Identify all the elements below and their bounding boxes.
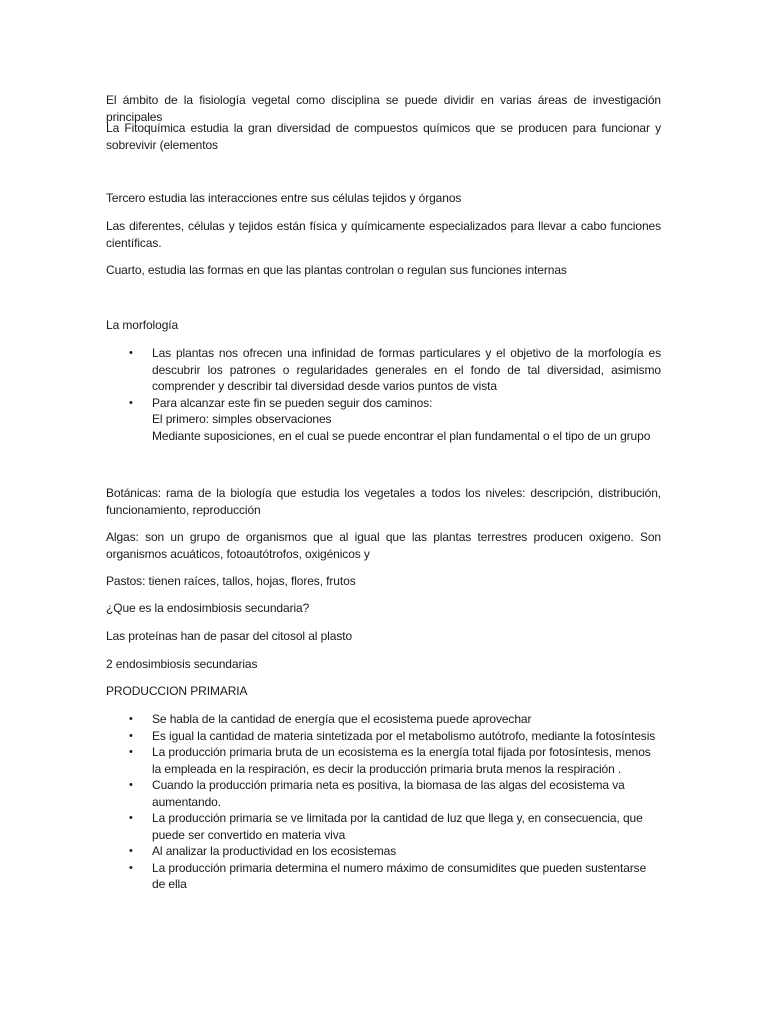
morfologia-heading: La morfología [106, 318, 179, 332]
list-item-subline: El primero: simples observaciones [152, 412, 332, 426]
tercero-paragraph: Tercero estudia las interacciones entre sus células tejidos y órganos [106, 191, 462, 205]
produccion-list [106, 711, 661, 893]
botanica-paragraph: Botánicas: rama de la biología que estudia los vegetales a todos los niveles: descripción, distribución, funcionamiento, reproducción [106, 486, 661, 517]
bullet-icon: • [129, 746, 133, 758]
list-item-subline: Mediante suposiciones, en el cual se puede encontrar el plan fundamental o el tipo de un grupo [152, 428, 651, 443]
list-item [106, 728, 661, 745]
fitoquimica-paragraph: La Fitoquímica estudia la gran diversidad de compuestos químicos que se producen para funcionar y sobrevivir (elementos [106, 121, 661, 152]
morfologia-list [106, 345, 661, 444]
endosimbiosis-question: ¿Que es la endosimbiosis secundaria? [106, 601, 310, 615]
bullet-icon: • [129, 729, 133, 742]
list-item-text: Es igual la cantidad de materia sintetizada por el metabolismo autótrofo, mediante la fotosíntesis [152, 728, 656, 743]
list-item [106, 345, 661, 395]
bullet-icon: • [129, 396, 133, 409]
list-item-text: Las plantas nos ofrecen una infinidad de formas particulares y el objetivo de la morfología es descubrir los patrones o regularidades generales en el fondo de tal diversidad, asimismo comprender y describir tal diversidad desde varios puntos de vista [152, 346, 661, 393]
list-item [106, 860, 661, 893]
list-item-text: Cuando la producción primaria neta es positiva, la biomasa de las algas del ecosistema va aumentando. [152, 778, 625, 809]
bullet-icon: • [129, 347, 133, 359]
list-item [106, 711, 661, 728]
algas-paragraph: Algas: son un grupo de organismos que al igual que las plantas terrestres producen oxigeno. Son organismos acuáticos, fotoautótrofos, oxigénicos y [106, 530, 661, 561]
bullet-icon: • [129, 861, 133, 874]
list-item [106, 395, 661, 445]
bullet-icon: • [129, 812, 133, 824]
cuarto-paragraph: Cuarto, estudia las formas en que las plantas controlan o regulan sus funciones internas [106, 263, 567, 277]
proteinas-paragraph: Las proteínas han de pasar del citosol al plasto [106, 629, 353, 643]
list-item-text: Se habla de la cantidad de energía que el ecosistema puede aprovechar [152, 712, 532, 726]
list-item [106, 777, 661, 810]
list-item-text: Al analizar la productividad en los ecosistemas [152, 844, 397, 858]
list-item [106, 843, 661, 860]
bullet-icon: • [129, 845, 133, 857]
list-item-text: La producción primaria se ve limitada por la cantidad de luz que llega y, en consecuencia, que puede ser convertido en materia viva [152, 811, 643, 842]
produccion-heading: PRODUCCION PRIMARIA [106, 684, 248, 698]
bullet-icon: • [129, 779, 133, 791]
list-item-text: La producción primaria bruta de un ecosistema es la energía total fijada por fotosíntesis, menos la empleada en la respiración, es decir la producción primaria bruta menos la respiración . [152, 745, 651, 776]
intro-paragraph: El ámbito de la fisiología vegetal como disciplina se puede dividir en varias áreas de investigación principales [106, 93, 661, 124]
list-item [106, 744, 661, 777]
list-item [106, 810, 661, 843]
endosimbiosis-count: 2 endosimbiosis secundarias [106, 657, 258, 671]
pastos-paragraph: Pastos: tienen raíces, tallos, hojas, flores, frutos [106, 574, 356, 588]
bullet-icon: • [129, 713, 133, 725]
list-item-text: Para alcanzar este fin se pueden seguir dos caminos: [152, 395, 433, 410]
list-item-text: La producción primaria determina el numero máximo de consumidites que pueden sustentarse de ella [152, 860, 647, 891]
celulas-paragraph: Las diferentes, células y tejidos están física y químicamente especializados para llevar a cabo funciones científicas. [106, 219, 661, 250]
